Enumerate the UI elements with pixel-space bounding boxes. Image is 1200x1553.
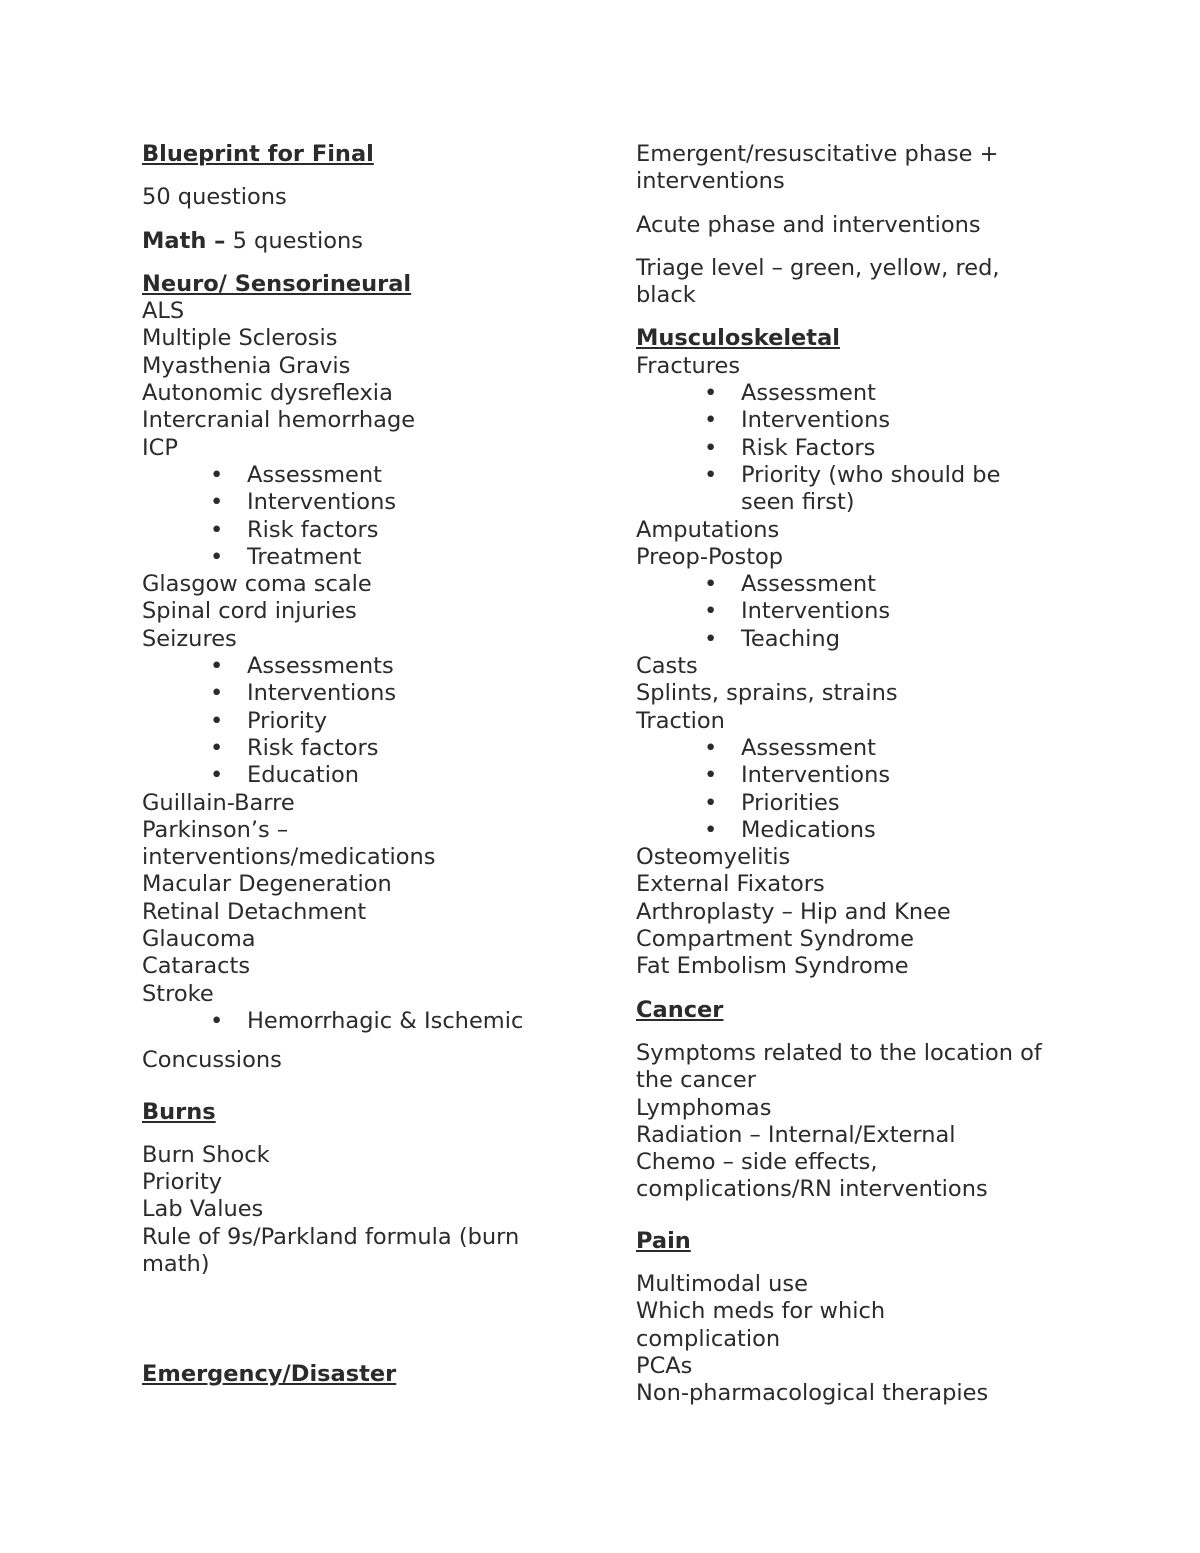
bullet-item: • Priorities [741,790,1056,817]
bullet-item: • Education [247,762,572,789]
burns-heading: Burns [142,1098,216,1125]
bullet-item: • Medications [741,817,1056,844]
bullet-item: • Interventions [741,762,1056,789]
list-item: Glaucoma [142,926,256,953]
list-item: Compartment Syndrome [636,926,914,953]
list-item: Non-pharmacological therapies [636,1380,989,1407]
bullet-item: • Assessment [247,462,572,489]
list-item: Arthroplasty – Hip and Knee [636,898,951,925]
neuro-list-a [142,298,572,462]
list-item: Multimodal use [636,1270,808,1297]
bullet-item: • Assessments [247,653,572,680]
cancer-heading: Cancer [636,996,724,1023]
list-item: Myasthenia Gravis [142,352,351,379]
list-item: External Fixators [636,871,825,898]
math-value: 5 questions [232,227,363,254]
pain-heading: Pain [636,1227,691,1254]
list-item: Which meds for which complication [636,1298,886,1352]
burns-list [142,1142,572,1278]
bullet-item: • Priority [247,708,572,735]
list-item: Stroke [142,980,214,1007]
left-column [142,141,572,1389]
acute-phase-item: Acute phase and interventions [636,211,981,238]
bullet-item: • Risk factors [247,735,572,762]
traction-bullets [636,735,1056,844]
bullet-item: • Interventions [247,680,572,707]
msk-list-b [636,653,1056,735]
seizure-bullets [142,653,572,789]
neuro-heading: Neuro/ Sensorineural [142,270,412,297]
list-item: Traction [636,707,725,734]
list-item: Guillain-Barre [142,789,295,816]
list-item: Priority [142,1169,223,1196]
neuro-list-b [142,571,572,653]
triage-item: Triage level – green, yellow, red, black [636,254,1000,309]
list-item: Retinal Detachment [142,898,367,925]
stroke-bullets [142,1008,572,1035]
list-item: Spinal cord injuries [142,598,357,625]
bullet-item: • Interventions [741,407,1056,434]
list-item: Cataracts [142,953,251,980]
neuro-list-c [142,790,572,1008]
list-item: Macular Degeneration [142,871,392,898]
list-item: Intercranial hemorrhage [142,407,416,434]
list-item: Seizures [142,625,237,652]
pain-list [636,1271,1056,1407]
bullet-item: • Interventions [741,598,1056,625]
list-item: Lymphomas [636,1094,772,1121]
list-item: Fractures [636,352,741,379]
list-item: ICP [142,434,178,461]
cancer-list [636,1040,1056,1204]
list-item: Rule of 9s/Parkland formula (burn math) [142,1223,520,1277]
list-item: Glasgow coma scale [142,571,372,598]
list-item: Casts [636,653,698,680]
list-item: Parkinson’s – interventions/medications [142,816,436,871]
bullet-item: • Hemorrhagic & Ischemic [247,1008,572,1035]
math-label: Math – [142,227,226,254]
list-item: Multiple Sclerosis [142,325,338,352]
bullet-item: • Priority (who should be seen first) [741,462,1056,517]
list-item: Preop-Postop [636,543,784,570]
list-item: Lab Values [142,1196,264,1223]
icp-bullets [142,462,572,571]
list-item: Amputations [636,516,780,543]
bullet-item: • Assessment [741,571,1056,598]
bullet-item: • Assessment [741,735,1056,762]
right-column [636,141,1056,1407]
bullet-item: • Risk Factors [741,435,1056,462]
bullet-item: • Interventions [247,489,572,516]
list-item: Autonomic dysreflexia [142,380,393,407]
concussions-item: Concussions [142,1047,282,1074]
question-count: 50 questions [142,184,287,211]
list-item: Splints, sprains, strains [636,680,898,707]
fracture-bullets [636,380,1056,516]
document-title: Blueprint for Final [142,141,374,167]
preop-bullets [636,571,1056,653]
list-item: Osteomyelitis [636,844,791,871]
emergent-phase-item: Emergent/resuscitative phase + interventions [636,141,999,195]
list-item: Chemo – side effects, complications/RN interventions [636,1149,988,1203]
bullet-item: • Risk factors [247,517,572,544]
emergency-heading: Emergency/Disaster [142,1361,397,1388]
list-item: Symptoms related to the location of the cancer [636,1039,1042,1094]
list-item: ALS [142,298,185,325]
list-item: Fat Embolism Syndrome [636,953,909,980]
msk-heading: Musculoskeletal [636,325,840,352]
bullet-item: • Teaching [741,626,1056,653]
list-item: Radiation – Internal/External [636,1121,956,1148]
bullet-item: • Assessment [741,380,1056,407]
math-line [142,228,572,255]
list-item: PCAs [636,1352,693,1379]
msk-list-c [636,844,1056,980]
list-item: Burn Shock [142,1141,270,1168]
msk-list-a [636,517,1056,572]
bullet-item: • Treatment [247,544,572,571]
